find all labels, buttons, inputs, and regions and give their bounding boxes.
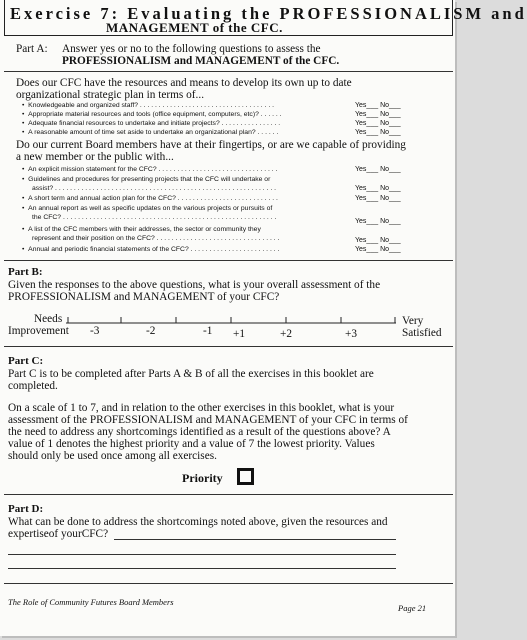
yes-no-field[interactable]: Yes___ No___ xyxy=(355,120,401,127)
yes-no-field[interactable]: Yes___ No___ xyxy=(355,166,401,173)
scale-value: +2 xyxy=(280,328,293,340)
part-c-para-line-3: the need to address any shortcomings identified as a result of the questions above? A xyxy=(8,426,391,438)
question-2-line-1: Do our current Board members have at their fingertips, or are we capable of providing xyxy=(16,139,406,151)
part-d-line-2: expertiseof yourCFC? xyxy=(8,528,109,540)
question-1-line-1: Does our CFC have the resources and means to develop its own up to date xyxy=(16,77,352,89)
question-2-line-2: a new member or the public with... xyxy=(16,151,174,163)
rating-scale[interactable] xyxy=(66,312,398,328)
page-number: Page 21 xyxy=(398,603,427,613)
question-1-line-2: organizational strategic plan in terms of... xyxy=(16,89,205,101)
divider xyxy=(4,346,453,347)
part-c-label: Part C: xyxy=(8,355,44,367)
checklist-item: • Appropriate material resources and tools (office equipment, computers, etc)? . . . . . . xyxy=(22,111,282,118)
part-c-line-1: Part C is to be completed after Parts A & B of all the exercises in this booklet are xyxy=(8,368,374,380)
scale-value: -2 xyxy=(146,325,156,337)
part-b-label: Part B: xyxy=(8,266,43,278)
checklist-item: • Adequate financial resources to undertake and initiate projects? . . . . . . . . . . . . . . . . xyxy=(22,120,281,127)
divider xyxy=(4,494,453,495)
checklist-item: • A short term and annual action plan for the CFC? . . . . . . . . . . . . . . . . . . . . . . . . . . . xyxy=(22,195,278,202)
checklist-item: • An annual report as well as specific updates on the various projects or pursuits of xyxy=(22,205,273,212)
part-b-text-1: Given the responses to the above questions, what is your overall assessment of the xyxy=(8,279,381,291)
part-c-para-line-4: value of 1 denotes the highest priority and a value of 7 the lowest priority. Values xyxy=(8,438,375,450)
part-b-text-2: PROFESSIONALISM and MANAGEMENT of your CFC? xyxy=(8,291,280,303)
part-d-label: Part D: xyxy=(8,503,44,515)
checklist-item-continued: assist? . . . . . . . . . . . . . . . . . . . . . . . . . . . . . . . . . . . . . . . . . . . . . . . . . . . . . . . . . . . xyxy=(32,185,276,192)
answer-line[interactable] xyxy=(8,554,396,555)
priority-label: Priority xyxy=(182,471,223,485)
checklist-item: • Guidelines and procedures for presenting projects that the CFC will undertake or xyxy=(22,176,271,183)
checklist-item-continued: the CFC? . . . . . . . . . . . . . . . . . . . . . . . . . . . . . . . . . . . . . . . . . . . . . . . . . . . . . . . . . xyxy=(32,214,277,221)
scale-value: +3 xyxy=(345,328,358,340)
yes-no-field[interactable]: Yes___ No___ xyxy=(355,218,401,225)
checklist-item: • A reasonable amount of time set aside to undertake an organizational plan? . . . . . . xyxy=(22,129,279,136)
yes-no-field[interactable]: Yes___ No___ xyxy=(355,102,401,109)
part-a-label: Part A: xyxy=(16,43,48,55)
part-a-text-1: Answer yes or no to the following questions to assess the xyxy=(62,43,321,55)
checklist-item: • An explicit mission statement for the CFC? . . . . . . . . . . . . . . . . . . . . . . . . . . . . . . . . xyxy=(22,166,278,173)
checklist-item-continued: represent and their position on the CFC? . . . . . . . . . . . . . . . . . . . . . . . . . . . . . . . . . xyxy=(32,235,280,242)
part-c-para-line-1: On a scale of 1 to 7, and in relation to the other exercises in this booklet, what is your xyxy=(8,402,395,414)
yes-no-field[interactable]: Yes___ No___ xyxy=(355,129,401,136)
exercise-subtitle: MANAGEMENT of the CFC. xyxy=(106,20,283,35)
scale-left-label-1: Needs xyxy=(34,313,63,325)
part-a-text-2: PROFESSIONALISM and MANAGEMENT of the CFC. xyxy=(62,55,340,67)
answer-line[interactable] xyxy=(8,568,396,569)
yes-no-field[interactable]: Yes___ No___ xyxy=(355,195,401,202)
yes-no-field[interactable]: Yes___ No___ xyxy=(355,246,401,253)
divider xyxy=(4,260,453,261)
scale-value: +1 xyxy=(233,328,246,340)
answer-line[interactable] xyxy=(114,539,396,540)
scale-right-label-1: Very xyxy=(402,315,424,327)
part-c-para-line-2: assessment of the PROFESSIONALISM and MANAGEMENT of your CFC in terms of xyxy=(8,414,408,426)
footer-title: The Role of Community Futures Board Members xyxy=(8,597,174,607)
checklist-item: • Knowledgeable and organized staff? . . . . . . . . . . . . . . . . . . . . . . . . . . . . . . . . . . . . xyxy=(22,102,274,109)
part-c-para-line-5: should only be used once among all exercises. xyxy=(8,450,217,462)
scale-value: -1 xyxy=(203,325,213,337)
part-c-line-2: completed. xyxy=(8,380,58,392)
checklist-item: • A list of the CFC members with their addresses, the sector or community they xyxy=(22,226,261,233)
scale-value: -3 xyxy=(90,325,100,337)
checklist-item: • Annual and periodic financial statements of the CFC? . . . . . . . . . . . . . . . . . . . . . . . . xyxy=(22,246,280,253)
yes-no-field[interactable]: Yes___ No___ xyxy=(355,185,401,192)
yes-no-field[interactable]: Yes___ No___ xyxy=(355,111,401,118)
part-d-line-1: What can be done to address the shortcomings noted above, given the resources and xyxy=(8,516,388,528)
scale-right-label-2: Satisfied xyxy=(402,327,442,339)
priority-input-box[interactable] xyxy=(237,468,254,485)
scale-left-label-2: Improvement xyxy=(8,325,69,337)
divider xyxy=(4,71,453,72)
exercise-title: Exercise 7: Evaluating the PROFESSIONALISM and xyxy=(10,4,527,23)
divider xyxy=(4,583,453,584)
yes-no-field[interactable]: Yes___ No___ xyxy=(355,237,401,244)
